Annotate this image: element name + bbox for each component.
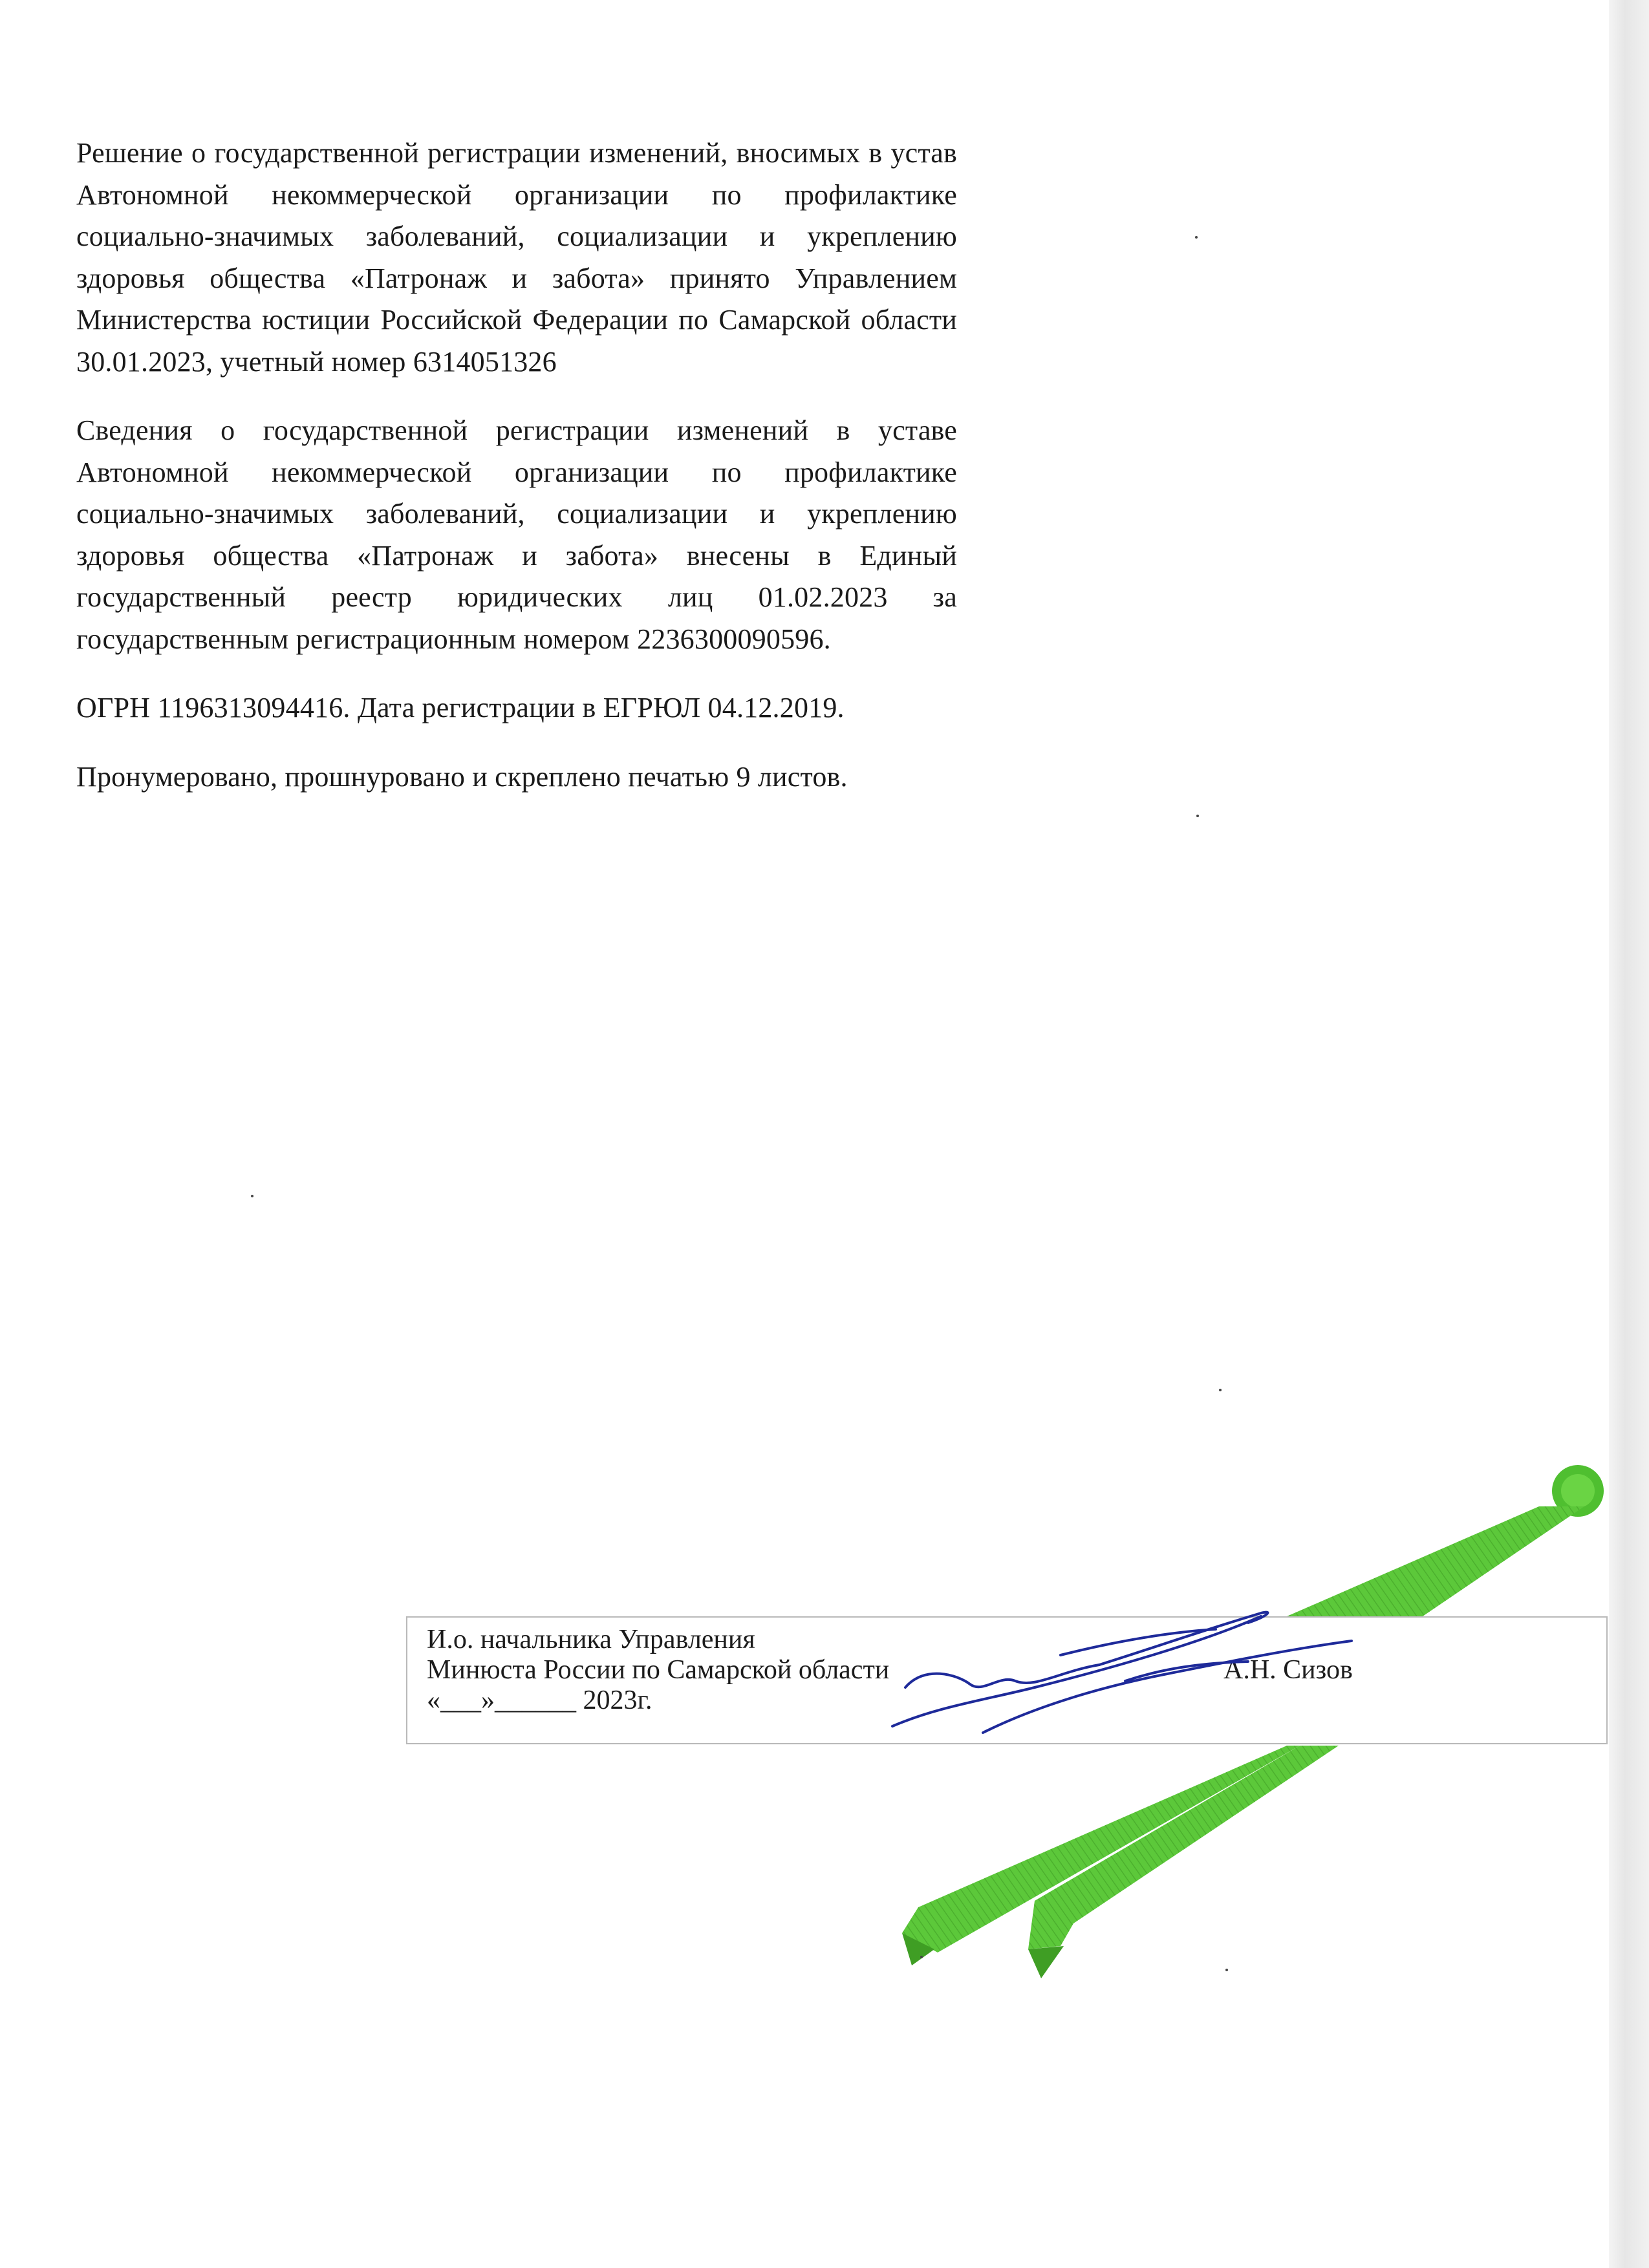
signer-position: И.о. начальника Управления <box>427 1625 755 1654</box>
paragraph-sheets-count: Пронумеровано, прошнуровано и скреплено печатью 9 листов. <box>76 760 848 793</box>
scan-speck <box>1219 1389 1222 1391</box>
signature-date: «___»______ 2023г. <box>427 1685 652 1715</box>
scan-speck <box>251 1195 253 1197</box>
paragraph-ogrn: ОГРН 1196313094416. Дата регистрации в ЕГРЮЛ 04.12.2019. <box>76 692 845 723</box>
signer-organization: Минюста России по Самарской области <box>427 1655 890 1685</box>
paragraph-egrul-entry: Сведения о государственной регистрации изменений в уставе Автономной некоммерческой организации по профилактике социально-значимых заболеваний, социализации и укреплению здоровья общества «Патронаж и забота» внесены в Единый государственный реестр юридических лиц 01.02.2023 за государственным регистрационным номером 2236300090596. <box>76 414 957 655</box>
paragraph-registration-decision: Решение о государственной регистрации изменений, вносимых в устав Автономной некоммерческой организации по профилактике социально-значимых заболеваний, социализации и укреплению здоровья общества «Патронаж и забота» принято Управлением Министерства юстиции Российской Федерации по Самарской области 30.01.2023, учетный номер 6314051326 <box>76 137 957 378</box>
signer-name: А.Н. Сизов <box>1223 1655 1353 1685</box>
scan-speck <box>1195 236 1198 239</box>
scan-speck <box>920 1956 923 1958</box>
scan-speck <box>1225 1969 1228 1971</box>
scan-speck <box>1196 815 1199 817</box>
